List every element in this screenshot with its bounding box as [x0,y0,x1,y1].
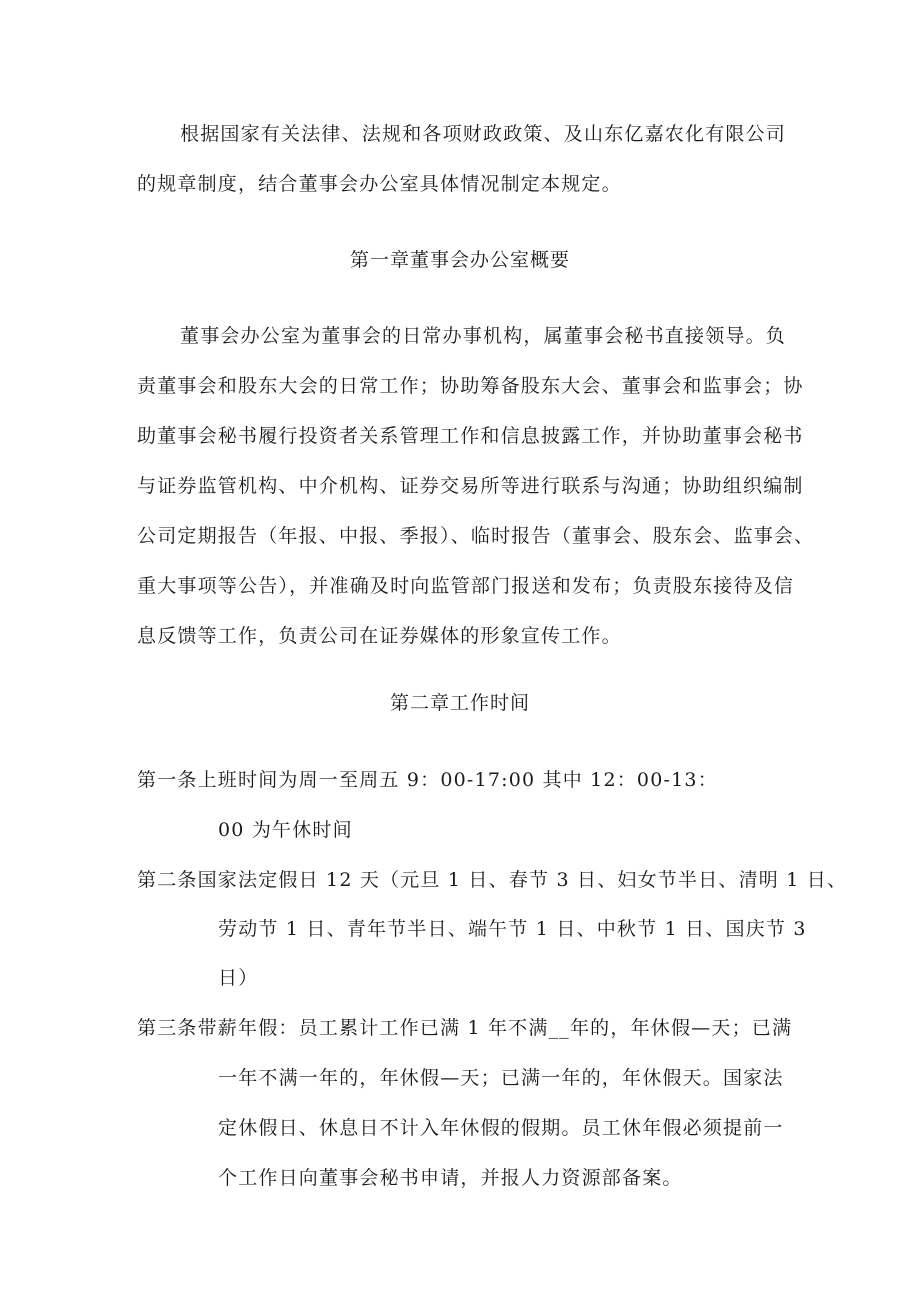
chapter-1-title: 第一章董事会办公室概要 [349,249,570,271]
intro-line-2: 的规章制度，结合董事会办公室具体情况制定本规定。 [137,173,622,195]
chapter-1-line-2: 责董事会和股东大会的日常工作；协助筹备股东大会、董事会和监事会；协 [137,375,804,397]
chapter-1-line-4: 与证券监管机构、中介机构、证券交易所等进行联系与沟通；协助组织编制 [137,475,804,497]
article-2-line-3: 日） [218,967,259,989]
chapter-1-line-3: 助董事会秘书履行投资者关系管理工作和信息披露工作，并协助董事会秘书 [137,425,804,447]
article-3-line-4: 个工作日向董事会秘书申请，并报人力资源部备案。 [218,1167,683,1189]
article-3-line-2: 一年不满一年的，年休假—天；已满一年的，年休假天。国家法 [218,1067,784,1089]
chapter-1-line-7: 息反馈等工作，负责公司在证券媒体的形象宣传工作。 [137,625,622,647]
article-1-line-2: 00 为午休时间 [218,819,353,841]
chapter-1-line-5: 公司定期报告（年报、中报、季报）、临时报告（董事会、股东会、监事会、 [137,525,815,547]
chapter-1-line-6: 重大事项等公告），并准确及时向监管部门报送和发布；负责股东接待及信 [137,575,795,597]
article-3-line-1: 第三条带薪年假：员工累计工作已满 1 年不满__年的，年休假—天；已满 [137,1017,793,1039]
intro-line-1: 根据国家有关法律、法规和各项财政政策、及山东亿嘉农化有限公司 [180,123,787,145]
article-2-line-2: 劳动节 1 日、青年节半日、端午节 1 日、中秋节 1 日、国庆节 3 [218,918,807,940]
article-1-line-1: 第一条上班时间为周一至周五 9：00-17:00 其中 12：00-13： [137,769,718,791]
article-3-line-3: 定休假日、休息日不计入年休假的假期。员工休年假必须提前一 [218,1117,784,1139]
chapter-2-title: 第二章工作时间 [389,692,530,714]
chapter-1-line-1: 董事会办公室为董事会的日常办事机构，属董事会秘书直接领导。负 [180,325,787,347]
article-2-line-1: 第二条国家法定假日 12 天（元旦 1 日、春节 3 日、妇女节半日、清明 1 日、 [137,869,848,891]
